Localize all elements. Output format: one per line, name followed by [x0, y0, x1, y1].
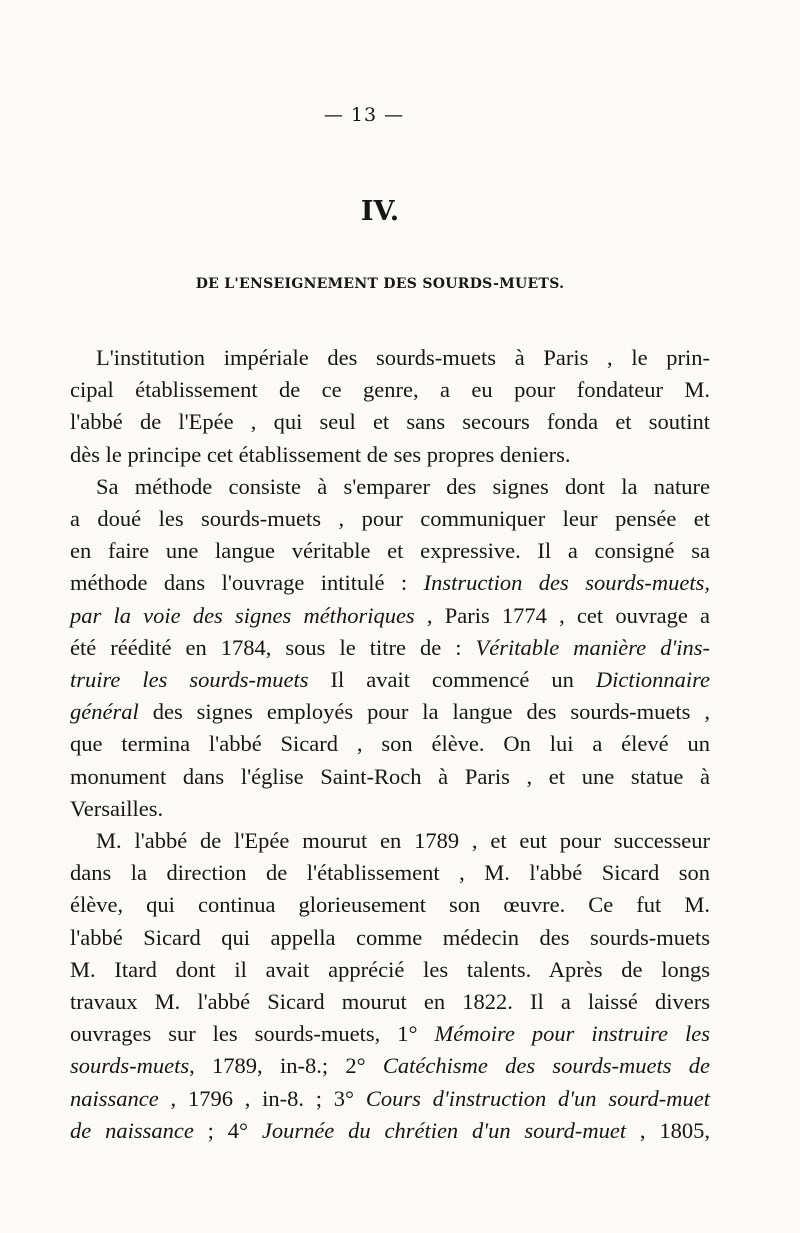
text-line: cipal établissement de ce genre, a eu pour fondateur M. [70, 377, 710, 403]
page-number: — 13 — [323, 104, 405, 126]
text-line: été réédité en 1784, sous le titre de : Véritable manière d'ins- [70, 634, 711, 660]
text-line: général des signes employés pour la langue des sourds-muets , [70, 699, 710, 725]
text-line: truire les sourds-muets Il avait commencé un Dictionnaire [70, 667, 710, 693]
text-line: Versailles. [70, 795, 164, 821]
text-line: dès le principe cet établissement de ses propres deniers. [70, 441, 571, 467]
text-line: travaux M. l'abbé Sicard mourut en 1822. Il a laissé divers [70, 989, 710, 1015]
text-line: l'abbé Sicard qui appella comme médecin des sourds-muets [70, 924, 710, 950]
chapter-heading: IV. [360, 196, 400, 227]
text-line: que termina l'abbé Sicard , son élève. On lui a élevé un [70, 731, 710, 757]
text-line: dans la direction de l'établissement , M. l'abbé Sicard son [70, 860, 710, 886]
text-line: sourds-muets, 1789, in-8.; 2° Catéchisme des sourds-muets de [70, 1053, 710, 1079]
text-line: ouvrages sur les sourds-muets, 1° Mémoire pour instruire les [70, 1021, 710, 1047]
text-line: en faire une langue véritable et expressive. Il a consigné sa [70, 538, 710, 564]
text-line: M. l'abbé de l'Epée mourut en 1789 , et eut pour successeur [96, 828, 710, 854]
text-line: méthode dans l'ouvrage intitulé : Instruction des sourds-muets, [70, 570, 710, 596]
text-line: M. Itard dont il avait apprécié les talents. Après de longs [70, 956, 710, 982]
text-line: monument dans l'église Saint-Roch à Paris , et une statue à [70, 763, 710, 789]
body-text [70, 342, 710, 1147]
text-line: a doué les sourds-muets , pour communiquer leur pensée et [70, 506, 710, 532]
text-line: Sa méthode consiste à s'emparer des signes dont la nature [96, 473, 710, 499]
text-line: par la voie des signes méthoriques , Paris 1774 , cet ouvrage a [70, 602, 710, 628]
text-line: L'institution impériale des sourds-muets à Paris , le prin- [96, 345, 710, 370]
section-title: DE L'ENSEIGNEMENT DES SOURDS-MUETS. [195, 276, 565, 292]
text-line: naissance , 1796 , in-8. ; 3° Cours d'instruction d'un sourd-muet [70, 1085, 710, 1111]
text-line: de naissance ; 4° Journée du chrétien d'un sourd-muet , 1805, [70, 1117, 710, 1143]
text-line: l'abbé de l'Epée , qui seul et sans secours fonda et soutint [70, 409, 710, 435]
text-line: élève, qui continua glorieusement son œuvre. Ce fut M. [70, 892, 710, 918]
